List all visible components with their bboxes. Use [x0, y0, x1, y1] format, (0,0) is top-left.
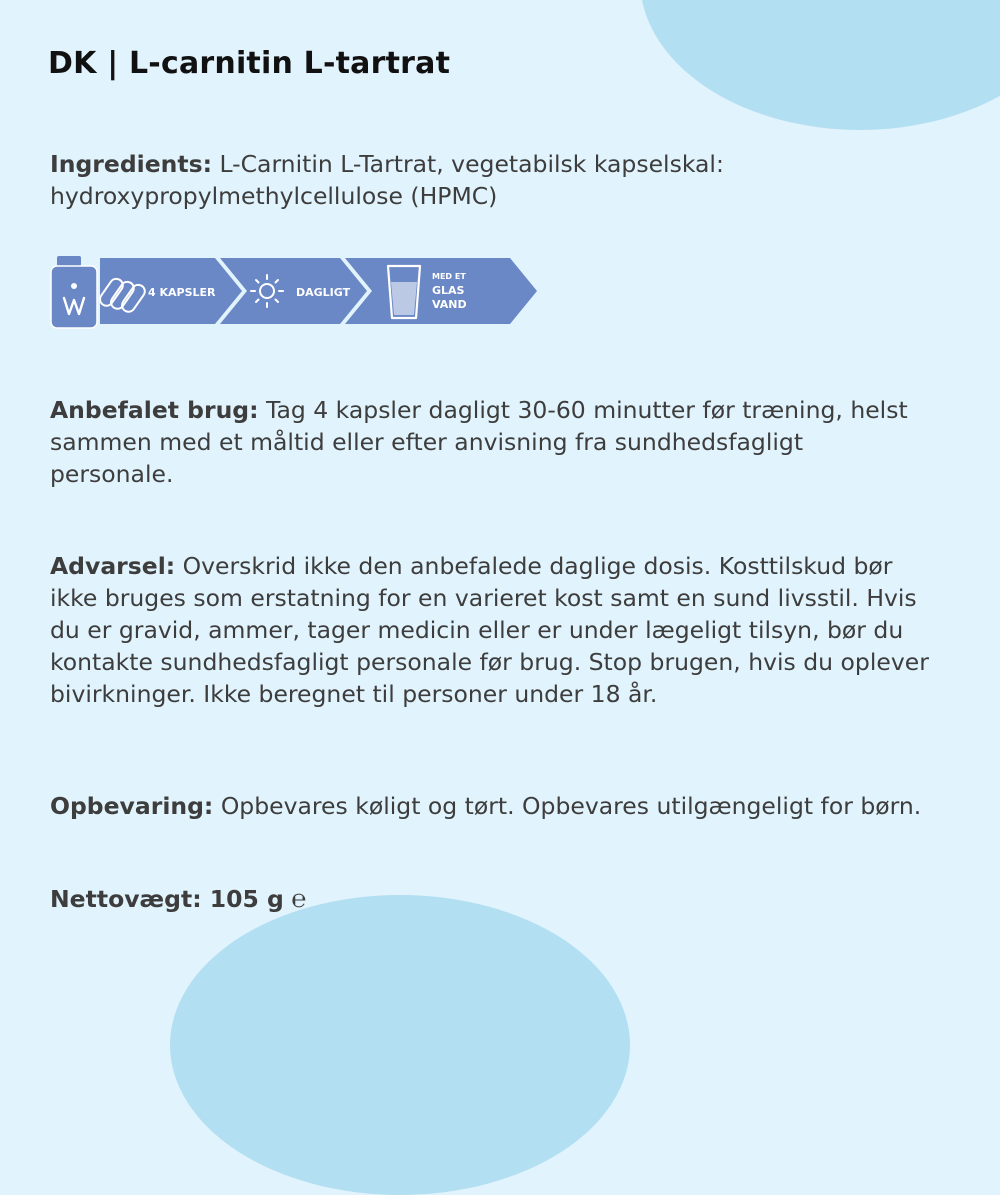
- storage-text: Opbevares køligt og tørt. Opbevares utilgængeligt for børn.: [213, 792, 922, 820]
- usage-text: Tag 4 kapsler dagligt 30-60 minutter før træning, helst sammen med et måltid eller efter anvisning fra sundhedsfagligt personale.: [50, 396, 908, 488]
- decorative-circle-top: [640, 0, 1000, 130]
- step-label-daily: DAGLIGT: [296, 286, 351, 299]
- step-label-glass: GLAS: [432, 284, 465, 297]
- warning-paragraph: [50, 550, 930, 710]
- decorative-circle-bottom: [170, 895, 630, 1195]
- step-label-with-a: MED ET: [432, 272, 466, 281]
- net-weight: [50, 883, 930, 915]
- supplement-bottle-icon: [51, 256, 97, 328]
- ingredients-label: Ingredients:: [50, 150, 212, 178]
- storage-label: Opbevaring:: [50, 792, 214, 820]
- storage-paragraph: [50, 790, 930, 822]
- warning-text: Overskrid ikke den anbefalede daglige dosis. Kosttilskud bør ikke bruges som erstatning for en varieret kost samt en sund livsstil. Hvis du er gravid, ammer, tager medicin eller er under lægeligt tilsyn, bør du kontakte sundhedsfagligt personale før brug. Stop brugen, hvis du oplever bivirkninger. Ikke beregnet til personer under 18 år.: [50, 552, 929, 708]
- page-title: DK | L-carnitin L-tartrat: [48, 46, 451, 81]
- usage-label: Anbefalet brug:: [50, 396, 259, 424]
- net-weight-label: Nettovægt: 105 g: [50, 885, 284, 913]
- step-label-capsules: 4 KAPSLER: [148, 286, 216, 299]
- step-label-water: VAND: [432, 298, 467, 311]
- ingredients-paragraph: [50, 148, 930, 212]
- warning-label: Advarsel:: [50, 552, 176, 580]
- usage-paragraph: [50, 394, 930, 490]
- ingredients-text: L-Carnitin L-Tartrat, vegetabilsk kapselskal: hydroxypropylmethylcellulose (HPMC): [50, 150, 724, 210]
- usage-steps-banner: [50, 252, 540, 330]
- estimated-sign-icon: ℮: [291, 884, 307, 913]
